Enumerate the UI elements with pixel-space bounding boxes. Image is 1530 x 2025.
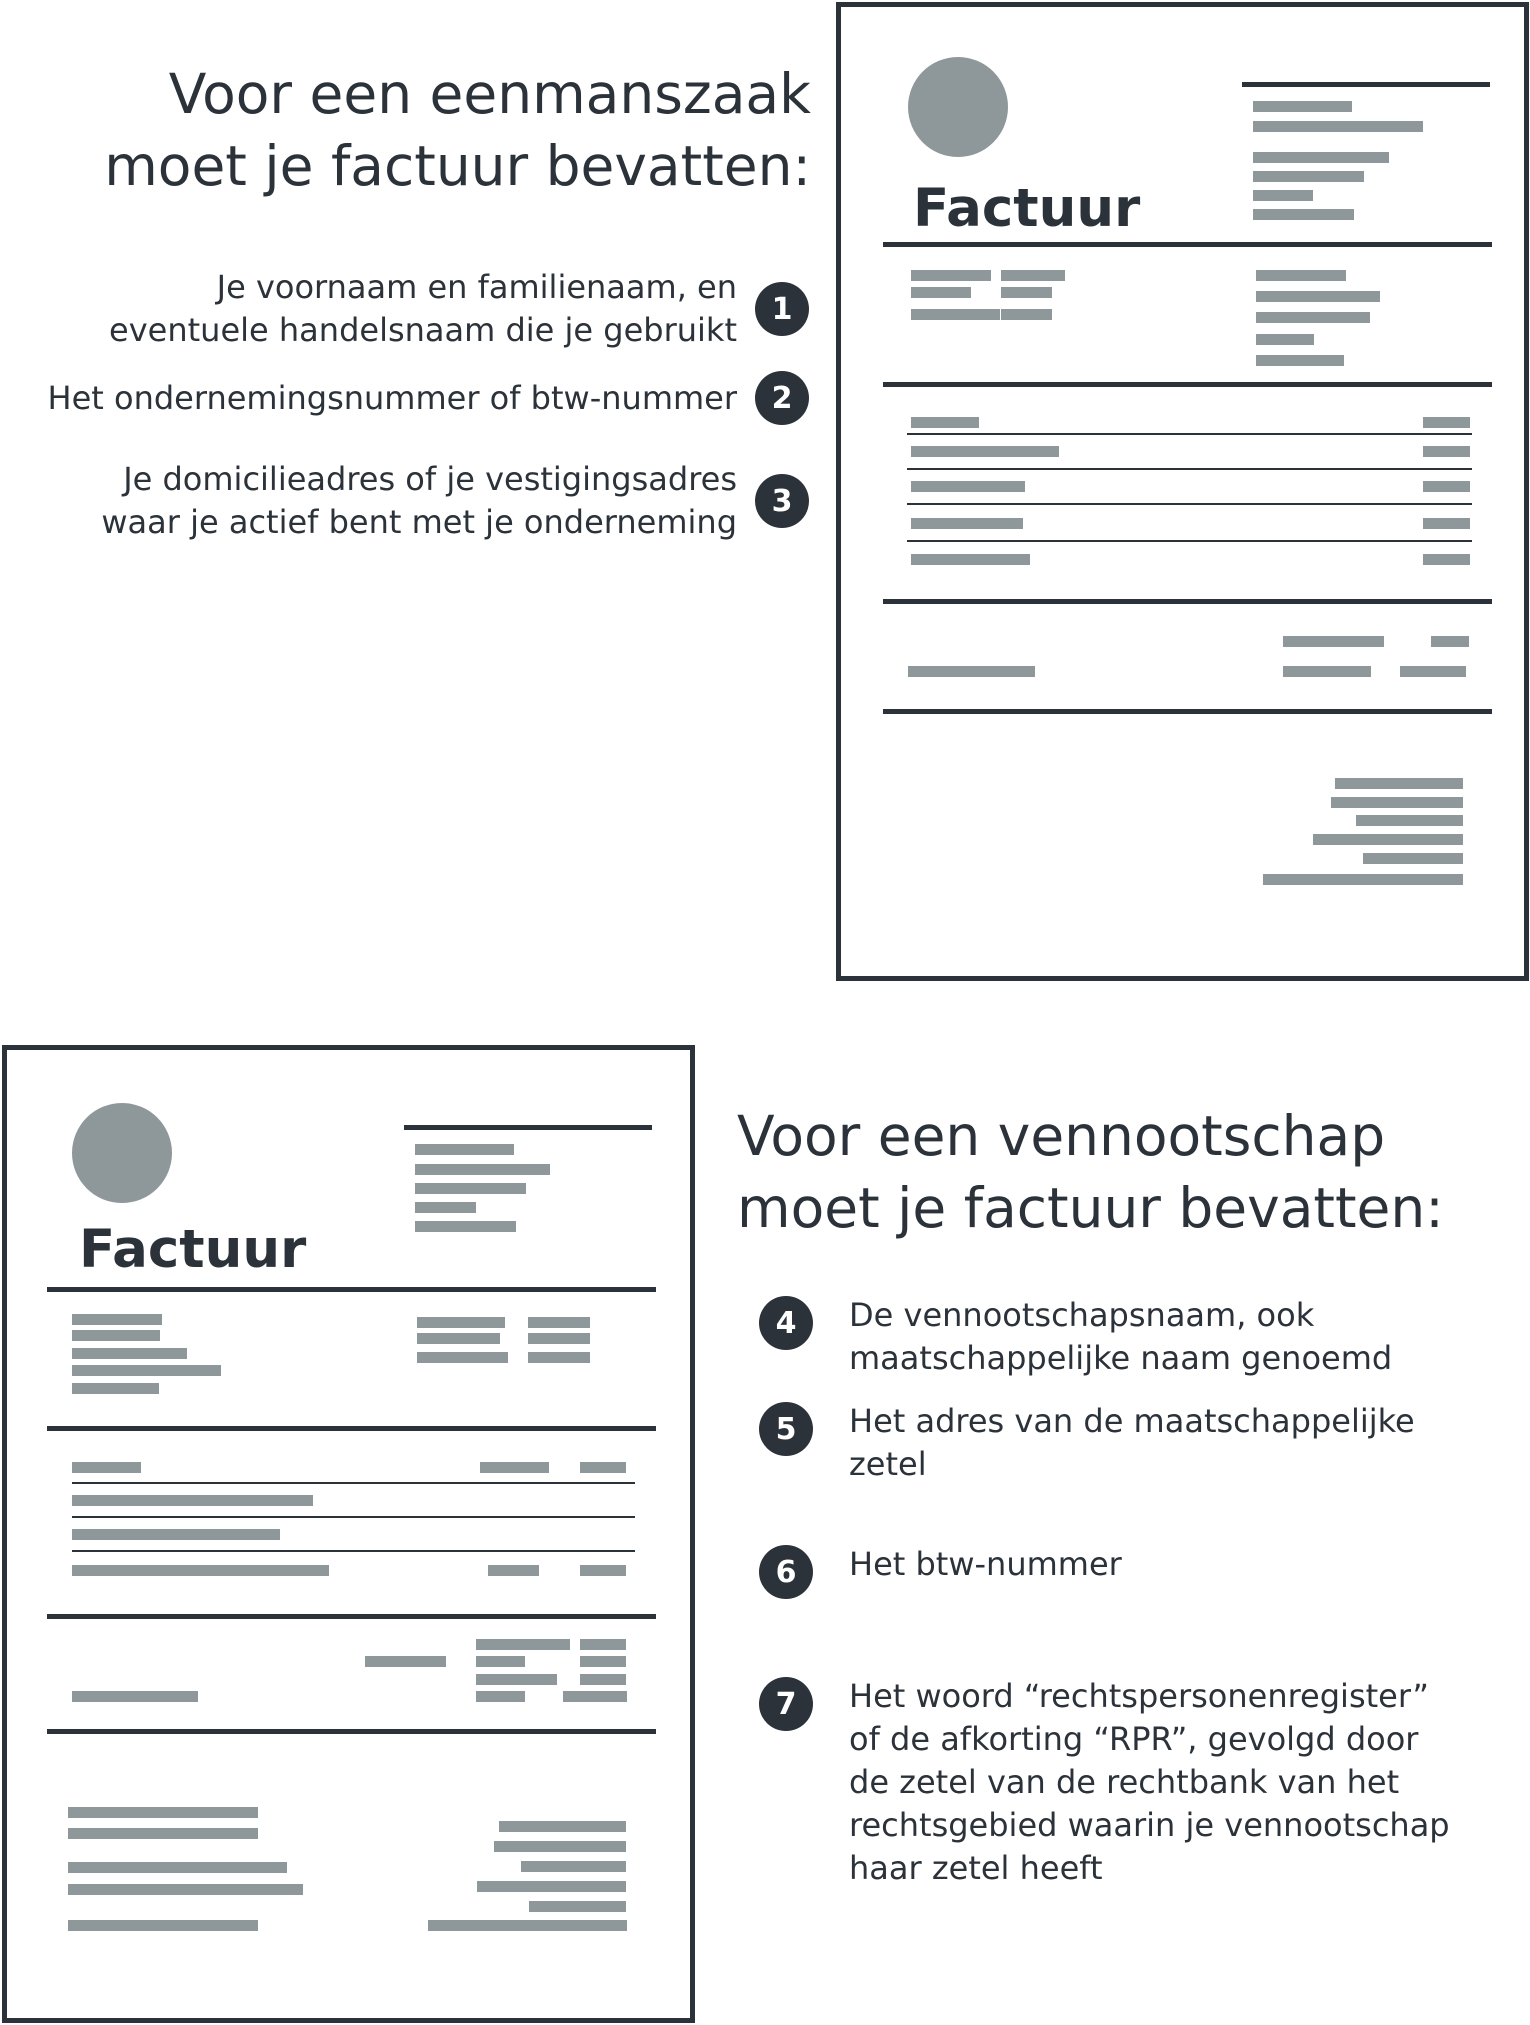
placeholder-line [580,1462,626,1473]
placeholder-line [72,1462,141,1473]
requirement-line: zetel [849,1445,927,1483]
requirement-line: of de afkorting “RPR”, gevolgd door [849,1720,1419,1758]
requirement-line: haar zetel heeft [849,1849,1103,1887]
requirement-text [849,1400,1415,1486]
table-rule [72,1550,635,1552]
requirement-item-3 [101,458,809,544]
placeholder-line [911,270,991,281]
placeholder-line [911,446,1059,457]
placeholder-line [72,1691,198,1702]
placeholder-line [68,1807,258,1818]
placeholder-line [528,1333,590,1344]
placeholder-line [480,1462,549,1473]
placeholder-line [1256,312,1370,323]
heading-eenmanszaak [91,58,811,202]
invoice-illustration-vennootschap [2,1045,695,2023]
placeholder-line [72,1365,221,1376]
requirement-line: Het btw-nummer [849,1545,1122,1583]
placeholder-line [911,287,971,298]
placeholder-line [415,1202,476,1213]
requirement-line: De vennootschapsnaam, ook [849,1296,1315,1334]
divider [404,1125,652,1130]
placeholder-line [494,1841,626,1852]
placeholder-line [1253,121,1423,132]
placeholder-line [365,1656,446,1667]
placeholder-line [911,518,1023,529]
placeholder-line [1001,287,1052,298]
placeholder-line [1423,417,1470,428]
requirement-item-1 [109,266,809,352]
placeholder-line [1001,309,1052,320]
number-badge: 7 [759,1677,813,1731]
placeholder-line [580,1565,626,1576]
table-rule [907,503,1472,505]
requirement-line: de zetel van de rechtbank van het [849,1763,1400,1801]
placeholder-line [1253,152,1389,163]
placeholder-line [415,1144,514,1155]
logo-placeholder-icon [908,57,1008,157]
placeholder-line [1423,446,1470,457]
divider [883,599,1492,604]
placeholder-line [68,1920,258,1931]
divider [47,1614,656,1619]
placeholder-line [908,666,1035,677]
number-badge: 5 [759,1402,813,1456]
placeholder-line [1431,636,1469,647]
requirement-line: waar je actief bent met je onderneming [101,503,737,541]
placeholder-line [1423,518,1470,529]
placeholder-line [911,481,1025,492]
placeholder-line [529,1901,626,1912]
placeholder-line [72,1495,313,1506]
placeholder-line [1331,797,1463,808]
placeholder-line [911,554,1030,565]
requirement-item-6 [759,1543,1122,1599]
divider [1242,82,1490,87]
requirement-line: Het adres van de maatschappelijke [849,1402,1415,1440]
placeholder-line [911,417,979,428]
placeholder-line [580,1656,626,1667]
placeholder-line [415,1164,550,1175]
placeholder-line [580,1674,626,1685]
placeholder-line [415,1183,526,1194]
requirement-text [849,1294,1392,1380]
placeholder-line [72,1330,160,1341]
placeholder-line [72,1565,329,1576]
requirement-line: eventuele handelsnaam die je gebruikt [109,311,737,349]
placeholder-line [1313,834,1463,845]
placeholder-line [417,1333,500,1344]
placeholder-line [528,1352,590,1363]
placeholder-line [499,1821,626,1832]
placeholder-line [476,1639,570,1650]
number-badge: 1 [755,282,809,336]
divider [883,382,1492,387]
requirement-item-7 [759,1675,1450,1890]
placeholder-line [72,1383,159,1394]
heading-vennootschap [737,1100,1517,1244]
placeholder-line [528,1317,590,1328]
placeholder-line [417,1352,508,1363]
placeholder-line [1256,355,1344,366]
number-badge: 3 [755,474,809,528]
requirement-line: Je domicilieadres of je vestigingsadres [123,460,737,498]
placeholder-line [1256,334,1314,345]
placeholder-line [1256,270,1346,281]
table-rule [907,468,1472,470]
placeholder-line [1283,666,1371,677]
requirement-text [849,1543,1122,1586]
placeholder-line [1263,874,1463,885]
requirement-text [109,266,737,352]
requirement-line: Het woord “rechtspersonenregister” [849,1677,1429,1715]
logo-placeholder-icon [72,1103,172,1203]
placeholder-line [476,1674,557,1685]
placeholder-line [1253,171,1364,182]
requirement-line: Het ondernemingsnummer of btw-nummer [47,378,737,417]
placeholder-line [1283,636,1384,647]
placeholder-line [1001,270,1065,281]
placeholder-line [1423,554,1470,565]
placeholder-line [911,309,1000,320]
requirement-line: rechtsgebied waarin je vennootschap [849,1806,1450,1844]
placeholder-line [1256,291,1380,302]
heading-line: moet je factuur bevatten: [737,1176,1444,1240]
invoice-title: Factuur [79,1219,307,1280]
number-badge: 6 [759,1545,813,1599]
placeholder-line [1253,209,1354,220]
table-rule [72,1482,635,1484]
placeholder-line [72,1348,187,1359]
placeholder-line [72,1314,162,1325]
heading-line: Voor een eenmanszaak [168,62,811,126]
table-rule [907,433,1472,435]
placeholder-line [476,1656,525,1667]
placeholder-line [1363,853,1463,864]
placeholder-line [1253,190,1313,201]
divider [883,709,1492,714]
placeholder-line [521,1861,626,1872]
placeholder-line [476,1691,525,1702]
requirement-item-5 [759,1400,1415,1486]
requirement-text [48,377,737,420]
number-badge: 2 [755,371,809,425]
divider [883,242,1492,247]
requirement-line: Je voornaam en familienaam, en [216,268,737,306]
placeholder-line [428,1920,627,1931]
placeholder-line [68,1862,287,1873]
placeholder-line [1400,666,1466,677]
placeholder-line [1335,778,1463,789]
invoice-illustration-eenmanszaak [836,2,1529,981]
placeholder-line [488,1565,539,1576]
heading-line: Voor een vennootschap [737,1104,1386,1168]
divider [47,1287,656,1292]
placeholder-line [415,1221,516,1232]
placeholder-line [477,1881,626,1892]
placeholder-line [563,1691,627,1702]
placeholder-line [1356,815,1463,826]
requirement-item-4 [759,1294,1392,1380]
placeholder-line [72,1529,280,1540]
requirement-text [849,1675,1450,1890]
divider [47,1426,656,1431]
requirement-item-2 [48,371,809,425]
placeholder-line [580,1639,626,1650]
requirement-text [101,458,737,544]
placeholder-line [68,1884,303,1895]
placeholder-line [417,1317,505,1328]
placeholder-line [1253,101,1352,112]
placeholder-line [1423,481,1470,492]
number-badge: 4 [759,1296,813,1350]
invoice-title: Factuur [913,178,1141,239]
requirement-line: maatschappelijke naam genoemd [849,1339,1393,1377]
heading-line: moet je factuur bevatten: [104,134,811,198]
divider [47,1729,656,1734]
table-rule [72,1516,635,1518]
placeholder-line [68,1828,258,1839]
table-rule [907,540,1472,542]
